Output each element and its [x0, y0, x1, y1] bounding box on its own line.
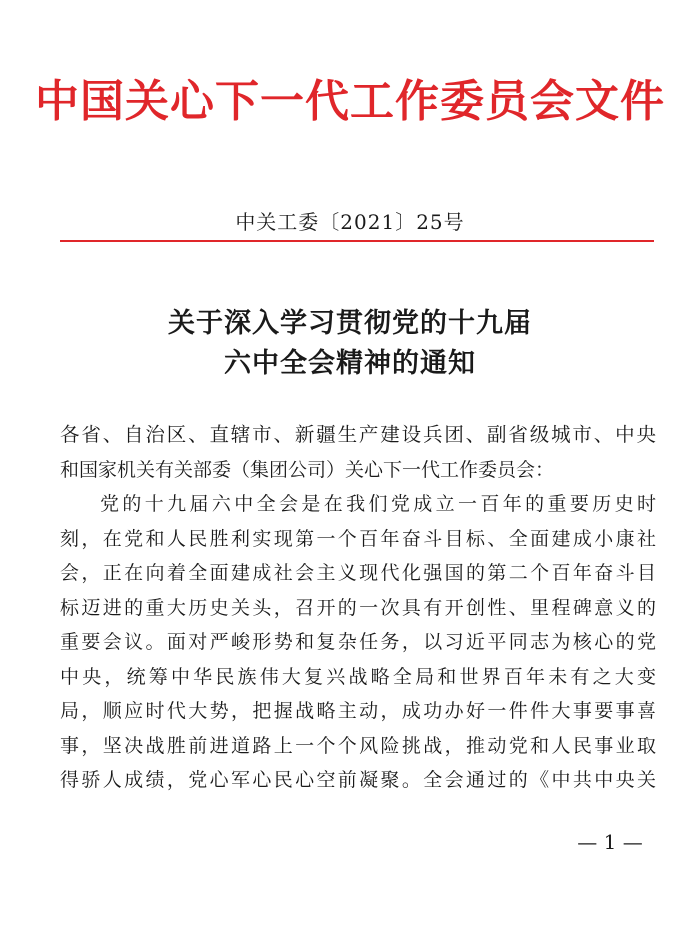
red-divider-line: [60, 240, 654, 242]
document-number: 中关工委〔2021〕25号: [235, 210, 465, 234]
paragraph-line: 党的十九届六中全会是在我们党成立一百年的重要历史时: [100, 493, 656, 515]
paragraph-line: 局，顺应时代大势，把握战略主动，成功办好一件件大事要事喜: [60, 700, 656, 722]
notice-title: [0, 304, 700, 384]
body-text: [60, 418, 656, 798]
paragraph-line: 重要会议。面对严峻形势和复杂任务，以习近平同志为核心的党: [60, 631, 656, 653]
page-number: — 1 —: [577, 830, 643, 854]
paragraph-line: 刻，在党和人民胜利实现第一个百年奋斗目标、全面建成小康社: [60, 527, 656, 550]
paragraph-line: 得骄人成绩，党心军心民心空前凝聚。全会通过的《中共中央关: [60, 769, 656, 791]
paragraph-line: 会，正在向着全面建成社会主义现代化强国的第二个百年奋斗目: [60, 562, 656, 584]
paragraph-line: 中央，统筹中华民族伟大复兴战略全局和世界百年未有之大变: [60, 665, 656, 688]
document-header-title: 中国关心下一代工作委员会文件: [35, 76, 665, 127]
notice-title-line: 关于深入学习贯彻党的十九届: [168, 308, 532, 339]
notice-title-line: 六中全会精神的通知: [224, 348, 476, 379]
addressee-line: 和国家机关有关部委（集团公司）关心下一代工作委员会：: [60, 458, 555, 481]
paragraph-line: 标迈进的重大历史关头，召开的一次具有开创性、里程碑意义的: [60, 596, 656, 619]
paragraph-line: 事，坚决战胜前进道路上一个个风险挑战，推动党和人民事业取: [60, 734, 656, 757]
addressee-line: 各省、自治区、直辖市、新疆生产建设兵团、副省级城市、中央: [60, 423, 656, 446]
